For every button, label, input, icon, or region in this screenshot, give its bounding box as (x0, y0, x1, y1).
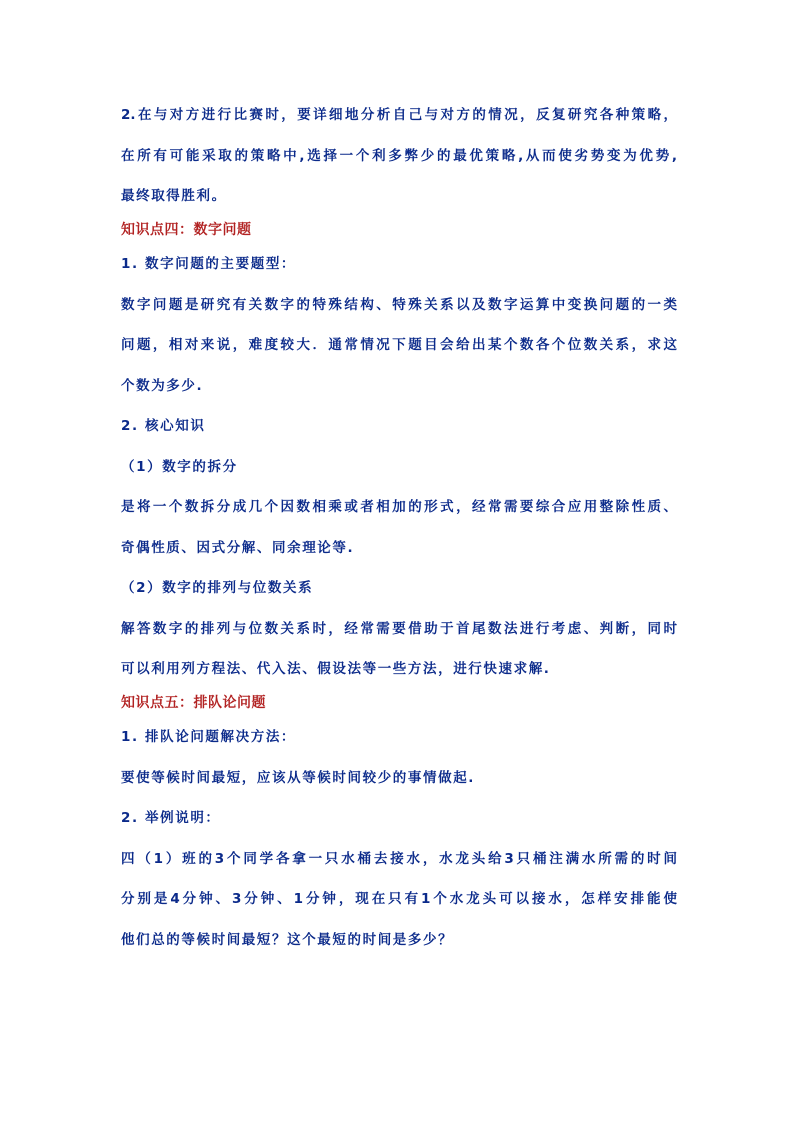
subheading-digit-arrangement: （2）数字的排列与位数关系 (121, 580, 314, 596)
paragraph-splitting-line-1: 是将一个数拆分成几个因数相乘或者相加的形式，经常需要综合应用整除性质、 (121, 499, 677, 515)
paragraph-example-line-3: 他们总的等候时间最短？这个最短的时间是多少？ (121, 931, 454, 948)
paragraph-strategy-line-3: 最终取得胜利。 (121, 188, 227, 204)
paragraph-example-line-2: 分别是4分钟、3分钟、1分钟，现在只有1个水龙头可以接水，怎样安排能使 (121, 891, 677, 907)
paragraph-digit-intro-line-1: 数字问题是研究有关数字的特殊结构、特殊关系以及数字运算中变换问题的一类 (121, 296, 677, 313)
subheading-main-question-types: 1. 数字问题的主要题型： (121, 256, 297, 272)
subheading-digit-splitting: （1）数字的拆分 (121, 458, 238, 475)
paragraph-example-line-1: 四（1）班的3个同学各拿一只水桶去接水，水龙头给3只桶注满水所需的时间 (121, 850, 677, 867)
subheading-core-knowledge: 2. 核心知识 (121, 418, 206, 434)
subheading-queue-method: 1. 排队论问题解决方法： (121, 729, 297, 745)
section-heading-queue-theory: 知识点五：排队论问题 (121, 695, 266, 711)
paragraph-strategy-line-2: 在所有可能采取的策略中,选择一个利多弊少的最优策略,从而使劣势变为优势, (121, 147, 677, 164)
paragraph-queue-method: 要使等候时间最短，应该从等候时间较少的事情做起. (121, 769, 476, 786)
paragraph-arrangement-line-2: 可以利用列方程法、代入法、假设法等一些方法，进行快速求解. (121, 661, 551, 677)
paragraph-splitting-line-2: 奇偶性质、因式分解、同余理论等. (121, 539, 355, 556)
paragraph-digit-intro-line-3: 个数为多少. (121, 377, 204, 394)
paragraph-arrangement-line-1: 解答数字的排列与位数关系时，经常需要借助于首尾数法进行考虑、判断，同时 (121, 620, 677, 637)
document-body (121, 103, 677, 968)
subheading-example: 2. 举例说明： (121, 810, 221, 826)
paragraph-digit-intro-line-2: 问题，相对来说，难度较大．通常情况下题目会给出某个数各个位数关系，求这 (121, 337, 677, 353)
section-heading-digit-problems: 知识点四：数字问题 (121, 222, 252, 238)
paragraph-strategy-line-1: 2.在与对方进行比赛时，要详细地分析自己与对方的情况，反复研究各种策略， (121, 107, 677, 123)
